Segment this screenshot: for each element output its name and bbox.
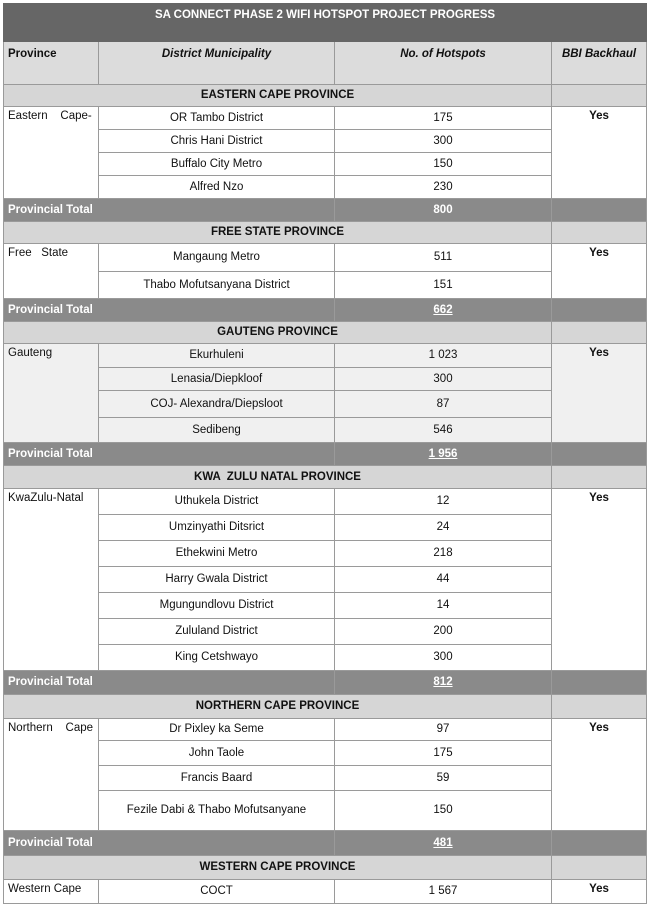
provincial-total-row <box>4 671 647 695</box>
hotspot-count: 175 <box>335 741 552 766</box>
table-row <box>4 489 647 515</box>
table-row <box>4 766 647 791</box>
province-name: KwaZulu-Natal <box>4 489 99 671</box>
hotspot-count: 150 <box>335 153 552 176</box>
section-heading: WESTERN CAPE PROVINCE <box>4 856 552 880</box>
provincial-total-row <box>4 443 647 466</box>
district-name: Thabo Mofutsanyana District <box>99 272 335 299</box>
hotspot-count: 12 <box>335 489 552 515</box>
hotspot-count: 546 <box>335 418 552 443</box>
hotspot-count: 218 <box>335 541 552 567</box>
table-row <box>4 791 647 831</box>
district-name: Mangaung Metro <box>99 244 335 272</box>
district-name: Ethekwini Metro <box>99 541 335 567</box>
section-heading-blank-cell <box>552 695 647 719</box>
header-province: Province <box>4 42 99 85</box>
header-district: District Municipality <box>99 42 335 85</box>
hotspot-count: 230 <box>335 176 552 199</box>
table-row <box>4 368 647 391</box>
provincial-total-blank-cell <box>552 299 647 322</box>
header-hotspots: No. of Hotspots <box>335 42 552 85</box>
section-heading-row <box>4 466 647 489</box>
district-name: John Taole <box>99 741 335 766</box>
section-heading: EASTERN CAPE PROVINCE <box>4 85 552 107</box>
bbi-backhaul-status: Yes <box>552 244 647 299</box>
hotspot-count: 24 <box>335 515 552 541</box>
bbi-backhaul-status: Yes <box>552 344 647 443</box>
hotspot-count: 1 567 <box>335 880 552 904</box>
table-row <box>4 619 647 645</box>
table-row <box>4 391 647 418</box>
provincial-total-value <box>335 443 552 466</box>
hotspot-progress-table <box>3 3 647 904</box>
provincial-total-label: Provincial Total <box>4 443 335 466</box>
table-row <box>4 244 647 272</box>
table-row <box>4 645 647 671</box>
provincial-total-number: 481 <box>433 836 453 849</box>
provincial-total-label: Provincial Total <box>4 199 335 222</box>
district-name: COCT <box>99 880 335 904</box>
provincial-total-number: 1 956 <box>428 447 458 460</box>
hotspot-count: 300 <box>335 368 552 391</box>
table-row <box>4 541 647 567</box>
section-heading: KWA ZULU NATAL PROVINCE <box>4 466 552 489</box>
district-name: Lenasia/Diepkloof <box>99 368 335 391</box>
header-row <box>4 42 647 85</box>
table-row <box>4 515 647 541</box>
section-heading-row <box>4 322 647 344</box>
provincial-total-row <box>4 299 647 322</box>
table-row <box>4 741 647 766</box>
header-bbi: BBI Backhaul <box>552 42 647 85</box>
section-heading-blank-cell <box>552 85 647 107</box>
bbi-backhaul-status: Yes <box>552 107 647 199</box>
provincial-total-blank-cell <box>552 671 647 695</box>
province-name: Northern Cape <box>4 719 99 831</box>
hotspot-count: 87 <box>335 391 552 418</box>
provincial-total-value <box>335 831 552 856</box>
district-name: Harry Gwala District <box>99 567 335 593</box>
table-row <box>4 567 647 593</box>
provincial-total-value <box>335 299 552 322</box>
provincial-total-number: 800 <box>433 203 453 216</box>
provincial-total-value <box>335 671 552 695</box>
section-heading: GAUTENG PROVINCE <box>4 322 552 344</box>
hotspot-count: 97 <box>335 719 552 741</box>
hotspot-count: 300 <box>335 130 552 153</box>
provincial-total-row <box>4 831 647 856</box>
hotspot-count: 200 <box>335 619 552 645</box>
hotspot-count: 151 <box>335 272 552 299</box>
hotspot-progress-table-wrapper <box>3 3 646 904</box>
section-heading-blank-cell <box>552 222 647 244</box>
table-row <box>4 719 647 741</box>
district-name: Zululand District <box>99 619 335 645</box>
district-name: OR Tambo District <box>99 107 335 130</box>
hotspot-count: 59 <box>335 766 552 791</box>
bbi-backhaul-status: Yes <box>552 880 647 904</box>
section-heading-blank-cell <box>552 856 647 880</box>
provincial-total-blank-cell <box>552 199 647 222</box>
province-name: Eastern Cape- <box>4 107 99 199</box>
district-name: Fezile Dabi & Thabo Mofutsanyane <box>99 791 335 831</box>
table-row <box>4 130 647 153</box>
district-name: King Cetshwayo <box>99 645 335 671</box>
district-name: Dr Pixley ka Seme <box>99 719 335 741</box>
hotspot-count: 44 <box>335 567 552 593</box>
hotspot-count: 14 <box>335 593 552 619</box>
provincial-total-blank-cell <box>552 831 647 856</box>
district-name: Buffalo City Metro <box>99 153 335 176</box>
hotspot-count: 511 <box>335 244 552 272</box>
section-heading: NORTHERN CAPE PROVINCE <box>4 695 552 719</box>
district-name: Ekurhuleni <box>99 344 335 368</box>
province-name: Free State <box>4 244 99 299</box>
province-name: Western Cape <box>4 880 99 904</box>
table-row <box>4 272 647 299</box>
section-heading-blank-cell <box>552 466 647 489</box>
hotspot-count: 175 <box>335 107 552 130</box>
provincial-total-number: 812 <box>433 676 453 688</box>
district-name: COJ- Alexandra/Diepsloot <box>99 391 335 418</box>
table-row <box>4 176 647 199</box>
hotspot-count: 300 <box>335 645 552 671</box>
table-row <box>4 880 647 904</box>
province-name: Gauteng <box>4 344 99 443</box>
provincial-total-label: Provincial Total <box>4 831 335 856</box>
hotspot-count: 1 023 <box>335 344 552 368</box>
table-row <box>4 344 647 368</box>
section-heading-row <box>4 85 647 107</box>
section-heading: FREE STATE PROVINCE <box>4 222 552 244</box>
section-heading-row <box>4 695 647 719</box>
table-title: SA CONNECT PHASE 2 WIFI HOTSPOT PROJECT PROGRESS <box>4 4 647 42</box>
provincial-total-label: Provincial Total <box>4 671 335 695</box>
provincial-total-row <box>4 199 647 222</box>
provincial-total-number: 662 <box>433 303 453 316</box>
table-row <box>4 153 647 176</box>
section-heading-row <box>4 856 647 880</box>
title-row <box>4 4 647 42</box>
section-heading-row <box>4 222 647 244</box>
district-name: Mgungundlovu District <box>99 593 335 619</box>
table-row <box>4 418 647 443</box>
district-name: Alfred Nzo <box>99 176 335 199</box>
section-heading-blank-cell <box>552 322 647 344</box>
district-name: Uthukela District <box>99 489 335 515</box>
district-name: Chris Hani District <box>99 130 335 153</box>
provincial-total-label: Provincial Total <box>4 299 335 322</box>
bbi-backhaul-status: Yes <box>552 719 647 831</box>
district-name: Umzinyathi Ditsrict <box>99 515 335 541</box>
provincial-total-value <box>335 199 552 222</box>
hotspot-count: 150 <box>335 791 552 831</box>
bbi-backhaul-status: Yes <box>552 489 647 671</box>
provincial-total-blank-cell <box>552 443 647 466</box>
district-name: Sedibeng <box>99 418 335 443</box>
table-row <box>4 107 647 130</box>
district-name: Francis Baard <box>99 766 335 791</box>
table-row <box>4 593 647 619</box>
